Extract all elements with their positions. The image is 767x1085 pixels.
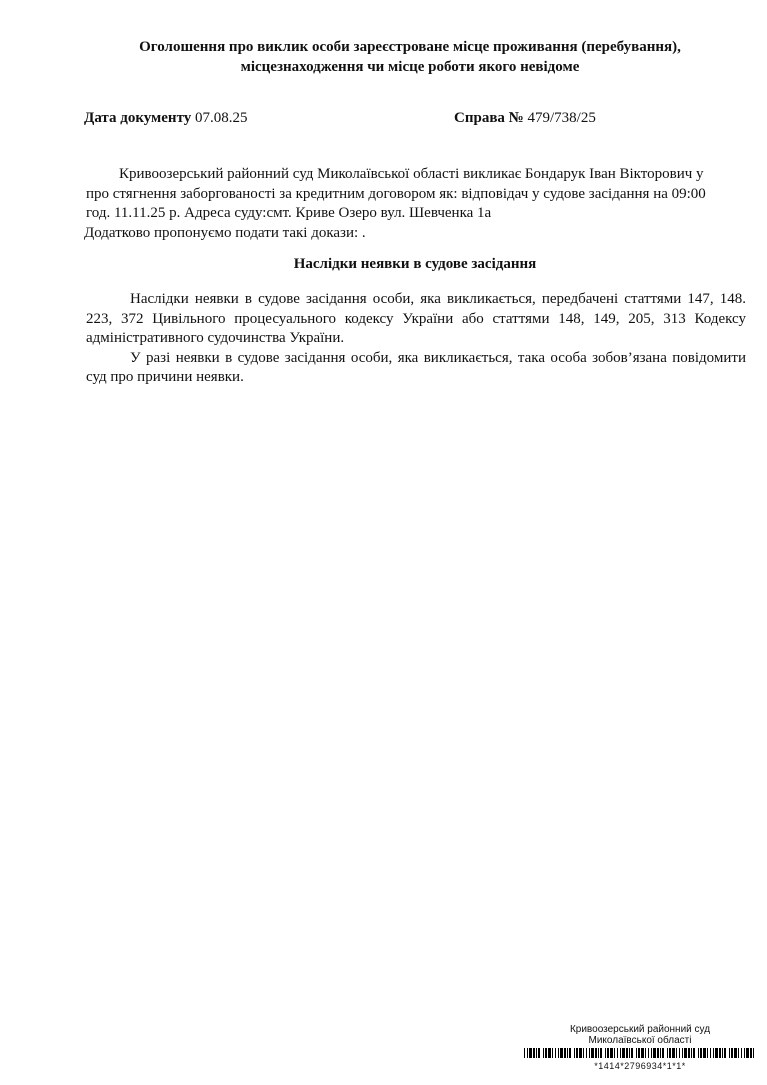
title-line-2: місцезнаходження чи місце роботи якого невідоме <box>240 59 580 75</box>
case-label: Справа № <box>454 110 524 126</box>
barcode-bar <box>636 1048 637 1058</box>
barcode-bar <box>548 1048 551 1058</box>
barcode-bar <box>617 1048 618 1058</box>
barcode-bar <box>605 1048 606 1058</box>
barcode-bar <box>679 1048 680 1058</box>
document-title <box>60 37 760 77</box>
barcode-bar <box>722 1048 723 1058</box>
barcode-bar <box>710 1048 711 1058</box>
barcode-bar <box>715 1048 718 1058</box>
barcode-text: *1414*2796934*1*1* <box>594 1061 686 1071</box>
barcode-bar <box>645 1048 646 1058</box>
barcode-bar <box>620 1048 621 1058</box>
barcode-bar <box>667 1048 668 1058</box>
barcode-bar <box>598 1048 599 1058</box>
barcode-bar <box>529 1048 532 1058</box>
barcode-bar <box>524 1048 525 1058</box>
footer-court-line-2: Миколаївської області <box>588 1035 692 1046</box>
barcode-bar <box>729 1048 730 1058</box>
barcode-bar <box>579 1048 582 1058</box>
consequences-paragraph-1: Наслідки неявки в судове засідання особи, яка викликається, передбачені статтями 147, 148. 223, 372 Цивільного процесуального кодексу України або статтями 148, 149, 205, 313 Кодексу адміністративного судочинства України. <box>86 291 746 346</box>
barcode-bar <box>682 1048 683 1058</box>
case-value: 479/738/25 <box>527 110 596 126</box>
barcode-bar <box>631 1048 633 1058</box>
barcode-bar <box>750 1048 752 1058</box>
barcode-bar <box>731 1048 733 1058</box>
barcode-bar <box>657 1048 659 1058</box>
barcode-bar <box>746 1048 749 1058</box>
title-line-1: Оголошення про виклик особи зареєстроване місце проживання (перебування), <box>139 39 681 55</box>
summons-line-4: Додатково пропонуємо подати такі докази: . <box>84 224 366 241</box>
barcode-bar <box>684 1048 687 1058</box>
barcode-bar <box>669 1048 671 1058</box>
barcode-bar <box>698 1048 699 1058</box>
barcode-bar <box>648 1048 649 1058</box>
date-value: 07.08.25 <box>195 110 248 126</box>
barcode-bar <box>610 1048 613 1058</box>
section-heading: Наслідки неявки в судове засідання <box>293 256 537 272</box>
barcode-bar <box>552 1048 553 1058</box>
barcode-bar <box>527 1048 528 1058</box>
barcode-bar <box>543 1048 544 1058</box>
barcode-bar <box>569 1048 571 1058</box>
barcode-bar <box>595 1048 597 1058</box>
summons-line-3: год. 11.11.25 р. Адреса суду:смт. Криве Озеро вул. Шевченка 1а <box>86 205 492 221</box>
barcode-bar <box>607 1048 609 1058</box>
barcode-bar <box>533 1048 535 1058</box>
case-number <box>454 110 596 127</box>
barcode-bar <box>693 1048 695 1058</box>
barcode-bar <box>629 1048 630 1058</box>
barcode-bar <box>586 1048 587 1058</box>
barcode-bar <box>653 1048 656 1058</box>
barcode-bar <box>662 1048 664 1058</box>
barcode-bar <box>576 1048 578 1058</box>
barcode-bar <box>753 1048 754 1058</box>
barcode-bar <box>719 1048 721 1058</box>
barcode-bar <box>744 1048 745 1058</box>
barcode-bar <box>564 1048 566 1058</box>
barcode-bar <box>738 1048 739 1058</box>
barcode-bar <box>700 1048 702 1058</box>
barcode-bar <box>741 1048 742 1058</box>
document-date <box>84 110 248 127</box>
consequences-paragraph-2: У разі неявки в судове засідання особи, яка викликається, така особа зобов’язана повідомити суд про причини неявки. <box>86 349 746 385</box>
court-stamp <box>520 1024 760 1072</box>
barcode-bar <box>555 1048 556 1058</box>
barcode-bar <box>651 1048 652 1058</box>
barcode-bar <box>688 1048 690 1058</box>
summons-paragraph <box>86 165 756 243</box>
barcode-bar <box>536 1048 537 1058</box>
barcode-bar <box>734 1048 737 1058</box>
barcode-bar <box>614 1048 615 1058</box>
barcode-bar <box>591 1048 594 1058</box>
date-label: Дата документу <box>84 110 192 126</box>
barcode-bar <box>589 1048 590 1058</box>
barcode-bar <box>574 1048 575 1058</box>
barcode-bar <box>641 1048 644 1058</box>
barcode-bar <box>660 1048 661 1058</box>
barcode-bar <box>638 1048 640 1058</box>
summons-line-2: про стягнення заборгованості за кредитним договором як: відповідач у судове засідання на 09:00 <box>86 185 706 202</box>
barcode-bar <box>707 1048 708 1058</box>
barcode-bar <box>626 1048 628 1058</box>
footer-court-line-1: Кривоозерський районний суд <box>569 1024 711 1035</box>
barcode-bar <box>560 1048 563 1058</box>
barcode-bar <box>724 1048 726 1058</box>
summons-line-1: Кривоозерський районний суд Миколаївської області викликає Бондарук Іван Вікторович у <box>119 166 704 182</box>
barcode-bar <box>545 1048 547 1058</box>
barcode-bar <box>583 1048 584 1058</box>
barcode-bar <box>703 1048 706 1058</box>
barcode-bar <box>600 1048 602 1058</box>
barcode-bar <box>691 1048 692 1058</box>
barcode <box>524 1048 756 1058</box>
barcode-bar <box>538 1048 540 1058</box>
consequences-text <box>86 290 746 388</box>
barcode-bar <box>558 1048 559 1058</box>
barcode-bar <box>672 1048 675 1058</box>
barcode-bar <box>622 1048 625 1058</box>
barcode-bar <box>676 1048 677 1058</box>
barcode-bar <box>567 1048 568 1058</box>
barcode-bar <box>713 1048 714 1058</box>
